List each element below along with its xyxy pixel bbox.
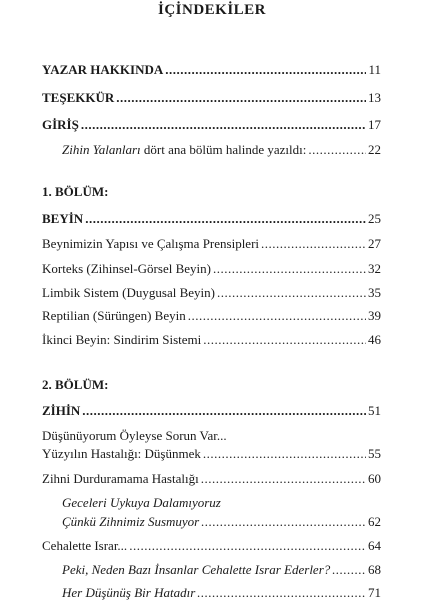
toc-entry-line: Geceleri Uykuya Dalamıyoruz bbox=[62, 495, 221, 510]
entry-page: 27 bbox=[368, 236, 381, 251]
leader-dots bbox=[203, 446, 366, 462]
entry-page: 17 bbox=[368, 117, 381, 132]
entry-page: 22 bbox=[368, 142, 381, 157]
entry-page: 64 bbox=[368, 538, 381, 553]
toc-entry-four-parts bbox=[62, 142, 381, 158]
leader-dots bbox=[85, 211, 366, 227]
entry-label: TEŞEKKÜR bbox=[42, 90, 115, 105]
entry-label: GİRİŞ bbox=[42, 117, 79, 132]
entry-label: Çünkü Zihnimiz Susmuyor bbox=[62, 514, 200, 529]
entry-label: YAZAR HAKKINDA bbox=[42, 62, 164, 77]
entry-page: 51 bbox=[368, 403, 381, 418]
entry-label: ZİHİN bbox=[42, 403, 81, 418]
entry-page: 13 bbox=[368, 90, 381, 105]
toc-entry-line: Düşünüyorum Öyleyse Sorun Var... bbox=[42, 428, 227, 443]
entry-page: 46 bbox=[368, 332, 381, 347]
entry-label: Limbik Sistem (Duygusal Beyin) bbox=[42, 285, 215, 300]
toc-entry-mind bbox=[42, 403, 381, 419]
leader-dots bbox=[201, 514, 366, 530]
entry-label: Yüzyılın Hastalığı: Düşünmek bbox=[42, 446, 201, 461]
toc-entry-brain bbox=[42, 211, 381, 227]
entry-label: BEYİN bbox=[42, 211, 84, 226]
toc-entry bbox=[42, 538, 381, 554]
leader-dots bbox=[197, 585, 366, 601]
section-heading-2: 2. BÖLÜM: bbox=[42, 377, 109, 392]
entry-label bbox=[62, 142, 306, 158]
leader-dots bbox=[201, 471, 366, 487]
toc-entry bbox=[42, 332, 381, 348]
toc-entry-intro bbox=[42, 117, 381, 133]
entry-label: Cehalette Israr... bbox=[42, 538, 128, 553]
section-heading-1: 1. BÖLÜM: bbox=[42, 184, 109, 199]
toc-entry bbox=[42, 285, 381, 301]
leader-dots bbox=[116, 90, 366, 106]
leader-dots bbox=[203, 332, 366, 348]
entry-label: Korteks (Zihinsel-Görsel Beyin) bbox=[42, 261, 211, 276]
entry-page: 39 bbox=[368, 308, 381, 323]
toc-entry bbox=[42, 308, 381, 324]
toc-entry bbox=[42, 261, 381, 277]
entry-page: 25 bbox=[368, 211, 381, 226]
entry-label-rest: dört ana bölüm halinde yazıldı: bbox=[140, 142, 307, 157]
leader-dots bbox=[188, 308, 366, 324]
book-title-italic: Zihin Yalanları bbox=[62, 142, 141, 157]
entry-label: Her Düşünüş Bir Hatadır bbox=[62, 585, 196, 600]
toc-entry-thanks bbox=[42, 90, 381, 106]
leader-dots bbox=[308, 142, 366, 158]
leader-dots bbox=[332, 562, 366, 578]
entry-page: 62 bbox=[368, 514, 381, 529]
toc-entry bbox=[42, 446, 381, 462]
entry-page: 71 bbox=[368, 585, 381, 600]
toc-entry-author bbox=[42, 62, 381, 78]
toc-entry bbox=[42, 471, 381, 487]
entry-label: Beynimizin Yapısı ve Çalışma Prensipleri bbox=[42, 236, 260, 251]
entry-page: 60 bbox=[368, 471, 381, 486]
entry-page: 32 bbox=[368, 261, 381, 276]
leader-dots bbox=[81, 117, 366, 133]
entry-label: Zihni Durduramama Hastalığı bbox=[42, 471, 199, 486]
entry-page: 35 bbox=[368, 285, 381, 300]
toc-entry bbox=[62, 585, 381, 601]
entry-label: Reptilian (Sürüngen) Beyin bbox=[42, 308, 186, 323]
leader-dots bbox=[129, 538, 366, 554]
leader-dots bbox=[261, 236, 366, 252]
entry-label: İkinci Beyin: Sindirim Sistemi bbox=[42, 332, 202, 347]
leader-dots bbox=[213, 261, 366, 277]
entry-page: 11 bbox=[368, 62, 381, 77]
toc-entry bbox=[42, 236, 381, 252]
entry-page: 55 bbox=[368, 446, 381, 461]
leader-dots bbox=[82, 403, 366, 419]
toc-title: İÇİNDEKİLER bbox=[157, 2, 267, 18]
leader-dots bbox=[165, 62, 366, 78]
entry-label: Peki, Neden Bazı İnsanlar Cehalette Israr Ederler? bbox=[62, 562, 331, 577]
toc-entry bbox=[62, 514, 381, 530]
leader-dots bbox=[217, 285, 366, 301]
entry-page: 68 bbox=[368, 562, 381, 577]
toc-entry bbox=[62, 562, 381, 578]
